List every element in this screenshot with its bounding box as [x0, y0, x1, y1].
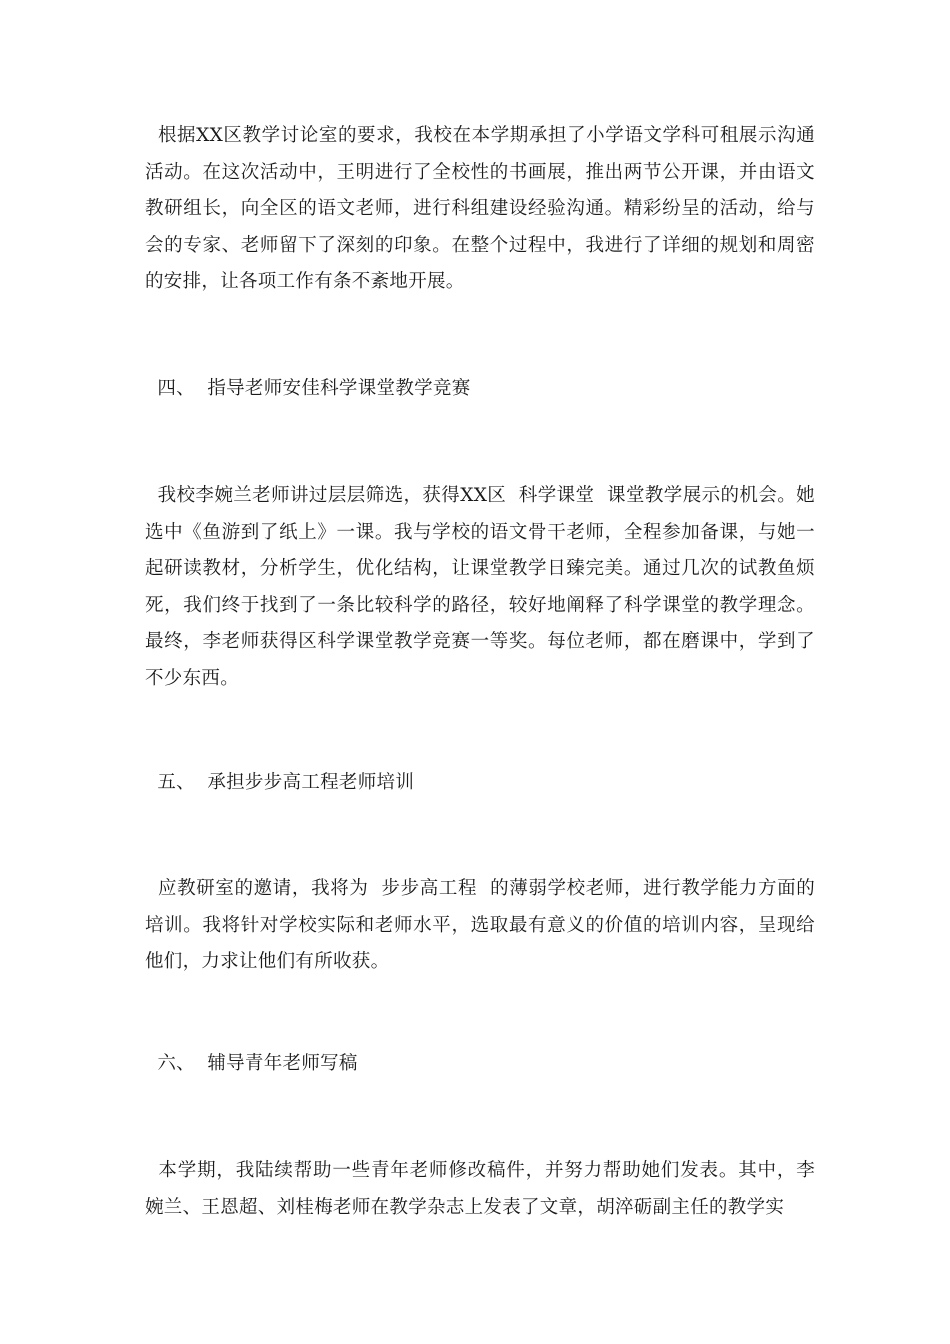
paragraph-science-competition: 我校李婉兰老师讲过层层筛选，获得XX区 科学课堂 课堂教学展示的机会。她选中《鱼游到了纸上》一课。我与学校的语文骨干老师，全程参加备课，与她一起研读教材，分析学生，优化结构，让课堂教学日臻完美。通过几次的试教鱼烦死，我们终于找到了一条比较科学的路径，较好地阐释了科学课堂的教学理念。最终，李老师获得区科学课堂教学竞赛一等奖。每位老师，都在磨课中，学到了不少东西。	[145, 485, 815, 689]
paragraph-activity-summary: 根据XX区教学讨论室的要求，我校在本学期承担了小学语文学科可租展示沟通活动。在这次活动中，王明进行了全校性的书画展，推出两节公开课，并由语文教研组长，向全区的语文老师，进行科组建设经验沟通。精彩纷呈的活动，给与会的专家、老师留下了深刻的印象。在整个过程中，我进行了详细的规划和周密的安排，让各项工作有条不紊地开展。	[145, 125, 815, 292]
paragraph-writing-guidance: 本学期，我陆续帮助一些青年老师修改稿件，并努力帮助她们发表。其中，李婉兰、王恩超、刘桂梅老师在教学杂志上发表了文章，胡淬砺副主任的教学实	[145, 1160, 815, 1218]
section-heading-5: 五、 承担步步高工程老师培训	[145, 772, 415, 793]
paragraph-teacher-training: 应教研室的邀请，我将为 步步高工程 的薄弱学校老师，进行教学能力方面的培训。我将针对学校实际和老师水平，选取最有意义的价值的培训内容，呈现给他们，力求让他们有所收获。	[145, 878, 815, 972]
section-heading-4: 四、 指导老师安佳科学课堂教学竞赛	[145, 378, 471, 399]
section-heading-6: 六、 辅导青年老师写稿	[145, 1053, 358, 1074]
